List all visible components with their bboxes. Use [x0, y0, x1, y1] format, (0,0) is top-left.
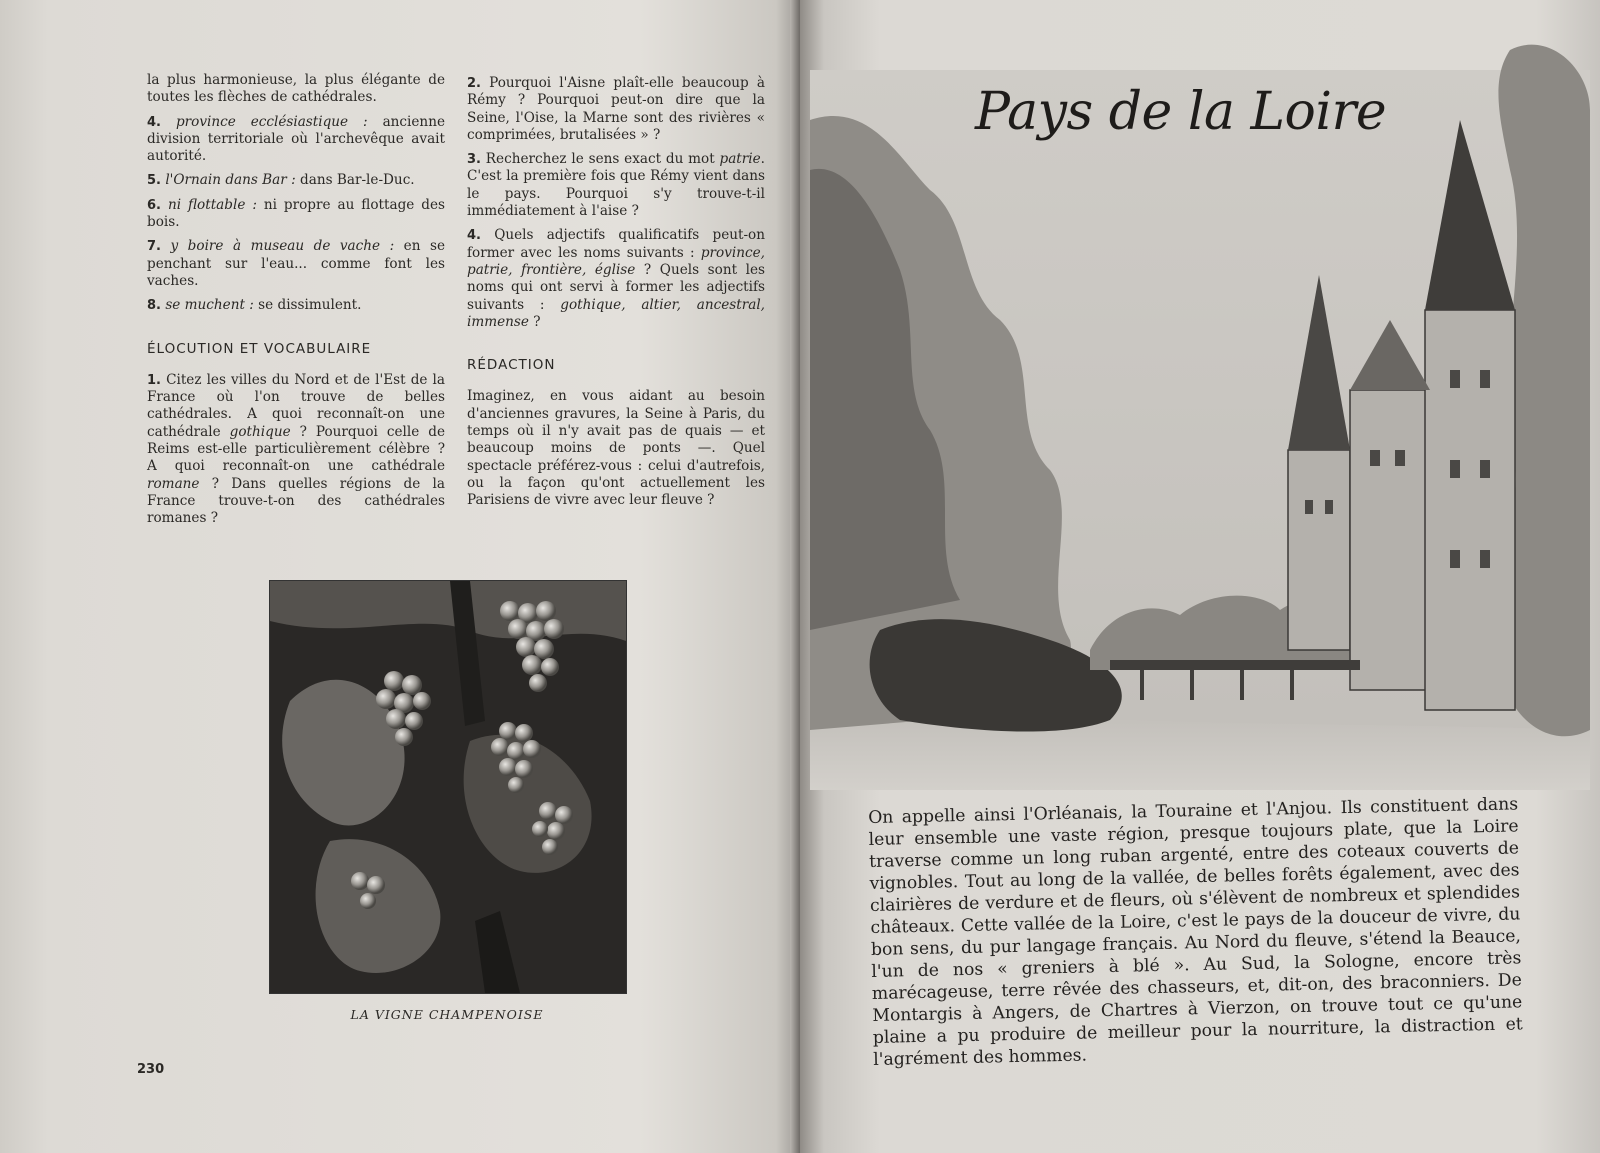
question-term: gothique, altier, ancestral, immense [467, 296, 765, 330]
question-term: patrie [719, 151, 761, 168]
redaction-paragraph: Imaginez, en vous aidant au besoin d'anciennes gravures, la Seine à Paris, du temps où il n'y avait pas de quais — et beaucoup moins de ponts —. Quel spectacle préférez-vous : celui d'autrefois, ou la façon qu'ont actuellement les Parisiens de vivre avec leur fleuve ? [467, 388, 765, 509]
page-title: Pays de la Loire [975, 82, 1387, 142]
note-text: en se penchant sur l'eau... comme font les vaches. [147, 238, 445, 289]
question-text: ? [528, 313, 541, 330]
question-term: gothique [229, 423, 291, 440]
question-number: 2. [467, 76, 481, 91]
chateau-illustration [810, 30, 1590, 790]
note-term: ni flottable : [167, 196, 257, 213]
question-3 [467, 151, 765, 220]
note-5 [147, 172, 445, 189]
question-text: ? Quels sont les noms qui ont servi à former les adjectifs suivants : [467, 261, 765, 313]
question-text: Quels adjectifs qualificatifs peut-on former avec les noms suivants : [467, 227, 765, 261]
note-term: y boire à museau de vache : [170, 238, 395, 255]
note-term: se muchent : [165, 297, 254, 314]
note-text: dans Bar-le-Duc. [295, 172, 415, 189]
question-number: 4. [467, 228, 481, 244]
photo-caption: LA VIGNE CHAMPENOISE [350, 1007, 544, 1022]
note-text: se dissimulent. [253, 297, 362, 314]
question-number: 1. [147, 372, 161, 388]
note-term: province ecclésiastique : [175, 113, 368, 130]
note-8 [147, 297, 445, 314]
question-text: . C'est la première fois que Rémy vient dans le pays. Pourquoi s'y trouve-t-il immédiatement à l'aise ? [467, 151, 765, 220]
question-term: romane [147, 475, 200, 492]
question-text: ? Pourquoi celle de Reims est-elle particulièrement célèbre ? A quoi reconnaît-on une cathédrale [147, 423, 446, 475]
note-number: 8. [147, 298, 161, 314]
question-text: Recherchez le sens exact du mot [480, 151, 720, 168]
question-number: 3. [467, 152, 481, 168]
note-7 [147, 238, 445, 290]
question-text: Pourquoi l'Aisne plaît-elle beaucoup à Rémy ? Pourquoi peut-on dire que la Seine, l'Oise, la Marne sont des rivières « comprimées, brutalisées » ? [467, 75, 765, 143]
note-6 [147, 197, 445, 232]
question-4 [467, 227, 765, 331]
page-number: 230 [137, 1062, 165, 1077]
note-text: ni propre au flottage des bois. [147, 196, 445, 231]
section-heading-redaction: RÉDACTION [467, 357, 556, 374]
intro-paragraph: la plus harmonieuse, la plus élégante de toutes les flèches de cathédrales. [147, 72, 445, 106]
section-heading-elocution: ÉLOCUTION ET VOCABULAIRE [147, 340, 372, 357]
question-term: province, patrie, frontière, église [467, 244, 765, 278]
question-1 [147, 372, 445, 528]
note-term: l'Ornain dans Bar : [165, 172, 296, 189]
left-column-1 [147, 72, 445, 535]
question-text: ? Dans quelles régions de la France trouve-t-on des cathédrales romanes ? [147, 475, 445, 527]
note-number: 5. [147, 173, 161, 189]
intro-body-paragraph: On appelle ainsi l'Orléanais, la Touraine et l'Anjou. Ils constituent dans leur ensemble une vaste région, presque toujours plate, que la Loire traverse comme un long ruban argenté, entre des coteaux couverts de vignobles. Tout au long de la vallée, de belles forêts également, avec des clairières de verdure et de fleurs, où s'élèvent de nombreux et splendides châteaux. Cette vallée de la Loire, c'est le pays de la douceur de vivre, du bon sens, du pur langage français. Au Nord du fleuve, s'étend la Beauce, l'un de nos « greniers à blé ». Au Sud, la Sologne, encore très marécageuse, terre rêvée des chasseurs, et, dit-on, des braconniers. De Montargis à Angers, de Chartres à Vierzon, on trouve tout ce qu'une plaine a pu produire de meilleur pour la nourriture, la distraction et l'agrément des hommes. [868, 794, 1523, 1071]
left-column-2 [467, 75, 765, 517]
question-2 [467, 75, 765, 144]
vineyard-photo [269, 580, 627, 994]
note-number: 6. [147, 197, 161, 213]
note-4 [147, 114, 445, 166]
note-number: 4. [147, 114, 161, 130]
note-text: ancienne division territoriale où l'archevêque avait autorité. [147, 113, 445, 165]
question-text: Citez les villes du Nord et de l'Est de la France où l'on trouve de belles cathédrales. A quoi reconnaît-on une cathédrale [147, 371, 445, 440]
note-number: 7. [147, 239, 161, 255]
